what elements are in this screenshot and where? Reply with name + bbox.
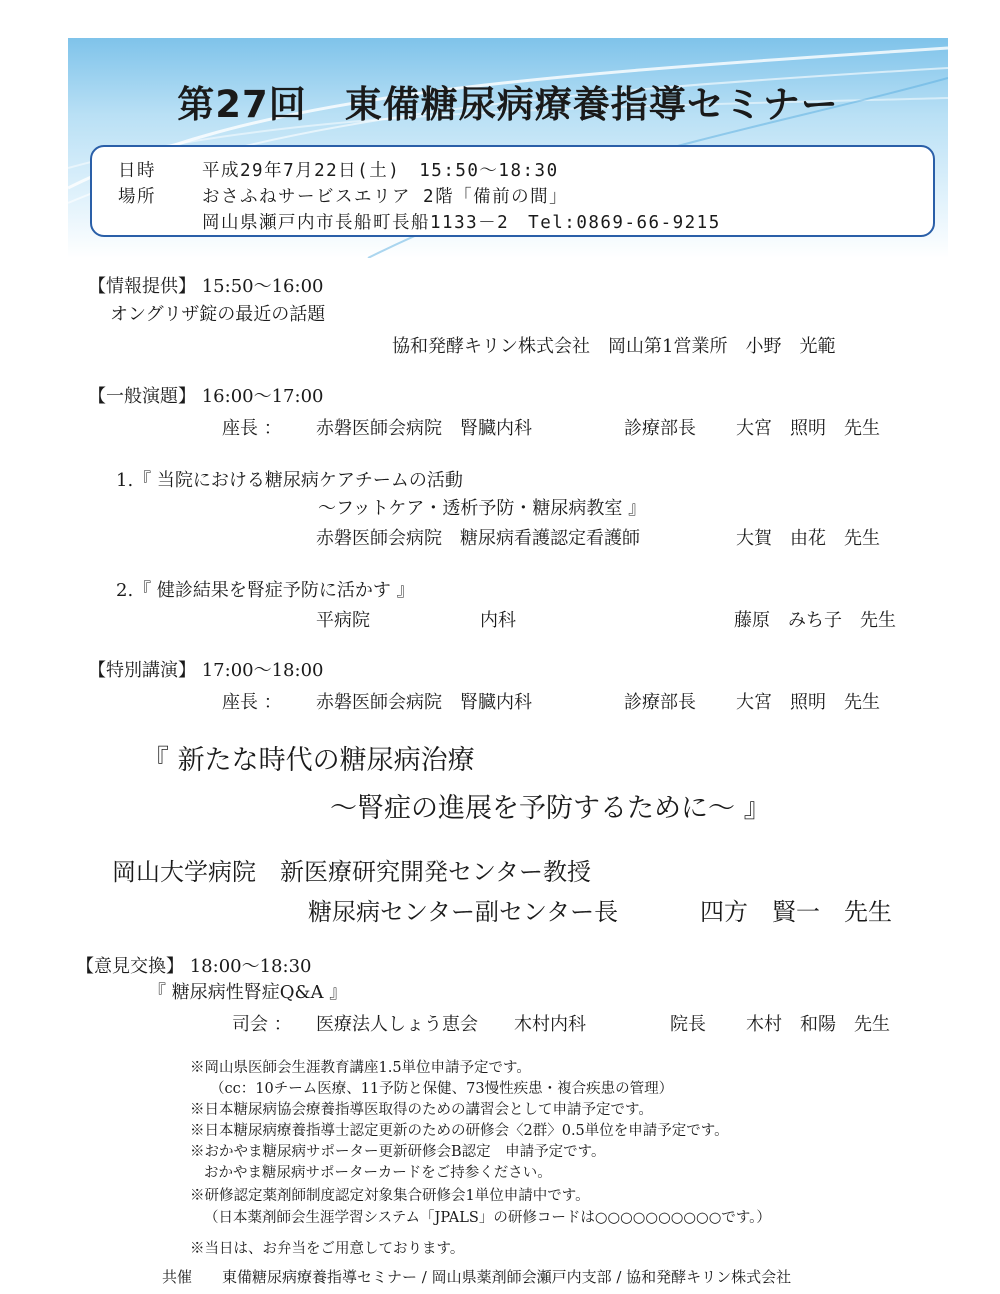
- cosponsor-label: 共催: [162, 1268, 193, 1286]
- lecturer-name: 四方 賢一 先生: [700, 898, 892, 926]
- date-value: 平成29年7月22日(土) 15:50～18:30: [202, 161, 559, 181]
- info-speaker: 協和発酵キリン株式会社 岡山第1営業所 小野 光範: [392, 336, 836, 357]
- general-chair-label: 座長 ：: [222, 418, 282, 439]
- talk1-affil: 赤磐医師会病院 糖尿病看護認定看護師: [316, 528, 640, 549]
- talk1-title-1: 1.『 当院における糖尿病ケアチームの活動: [116, 470, 463, 491]
- info-topic: オングリザ錠の最近の話題: [110, 304, 326, 325]
- note-jds-instructor: ※日本糖尿病協会療養指導医取得のための講習会として申請予定です。: [190, 1102, 653, 1118]
- note-cc: （cc：10チーム医療、11予防と保健、73慢性疾患・複合疾患の管理）: [210, 1081, 674, 1097]
- exchange-heading: 【意見交換】 18:00～18:30: [76, 956, 312, 977]
- page-title: 第27回 東備糖尿病療養指導セミナー: [177, 83, 839, 126]
- talk2-dept: 内科: [480, 610, 516, 631]
- moderator-title: 院長: [670, 1014, 706, 1035]
- talk1-name: 大賀 由花 先生: [736, 528, 880, 549]
- general-chair-name: 大宮 照明 先生: [736, 418, 880, 439]
- note-jpals: （日本薬剤師会生涯学習システム「JPALS」の研修コードは○○○○○○○○○○です。）: [204, 1210, 771, 1226]
- note-pharmacist: ※研修認定薬剤師制度認定対象集合研修会1単位申請中です。: [190, 1188, 590, 1204]
- general-chair-affil: 赤磐医師会病院 腎臓内科: [316, 418, 532, 439]
- date-label: 日時: [118, 161, 156, 181]
- talk1-title-2: ～フットケア・透析予防・糖尿病教室 』: [318, 498, 647, 519]
- note-supporter: ※おかやま糖尿病サポーター更新研修会B認定 申請予定です。: [190, 1144, 606, 1160]
- special-chair-label: 座長 ：: [222, 692, 282, 713]
- note-cde: ※日本糖尿病療養指導士認定更新のための研修会〈2群〉0.5単位を申請予定です。: [190, 1123, 729, 1139]
- exchange-topic: 『 糖尿病性腎症Q&A 』: [148, 982, 348, 1003]
- lecturer-affil-2: 糖尿病センター副センター長: [308, 898, 619, 926]
- moderator-name: 木村 和陽 先生: [746, 1014, 890, 1035]
- place-value: おさふねサービスエリア 2階「備前の間」: [202, 187, 569, 207]
- lecturer-affil-1: 岡山大学病院 新医療研究開発センター教授: [112, 858, 592, 886]
- talk2-title: 2.『 健診結果を腎症予防に活かす 』: [116, 580, 415, 601]
- talk2-name: 藤原 みち子 先生: [734, 610, 896, 631]
- info-heading: 【情報提供】 15:50～16:00: [88, 276, 324, 297]
- talk2-affil: 平病院: [316, 610, 370, 631]
- special-heading: 【特別講演】 17:00～18:00: [88, 660, 324, 681]
- special-chair-name: 大宮 照明 先生: [736, 692, 880, 713]
- general-heading: 【一般演題】 16:00～17:00: [88, 386, 324, 407]
- address: 岡山県瀬戸内市長船町長船1133－2 Tel:0869-66-9215: [202, 213, 721, 233]
- special-chair-title: 診療部長: [624, 692, 696, 713]
- special-chair-affil: 赤磐医師会病院 腎臓内科: [316, 692, 532, 713]
- note-supporter-card: おかやま糖尿病サポーターカードをご持参ください。: [204, 1165, 552, 1181]
- note-cme: ※岡山県医師会生涯教育講座1.5単位申請予定です。: [190, 1060, 531, 1076]
- note-lunch: ※当日は、お弁当をご用意しております。: [190, 1241, 465, 1257]
- cosponsor-list: 東備糖尿病療養指導セミナー / 岡山県薬剤師会瀬戸内支部 / 協和発酵キリン株式会社: [222, 1268, 792, 1286]
- moderator-affil: 医療法人しょう恵会 木村内科: [316, 1014, 586, 1035]
- special-title-1: 『 新たな時代の糖尿病治療: [142, 745, 475, 776]
- special-title-2: ～腎症の進展を予防するために～ 』: [330, 793, 771, 824]
- event-info-box: [90, 145, 935, 237]
- moderator-label: 司会 ：: [232, 1014, 292, 1035]
- place-label: 場所: [118, 187, 156, 207]
- general-chair-title: 診療部長: [624, 418, 696, 439]
